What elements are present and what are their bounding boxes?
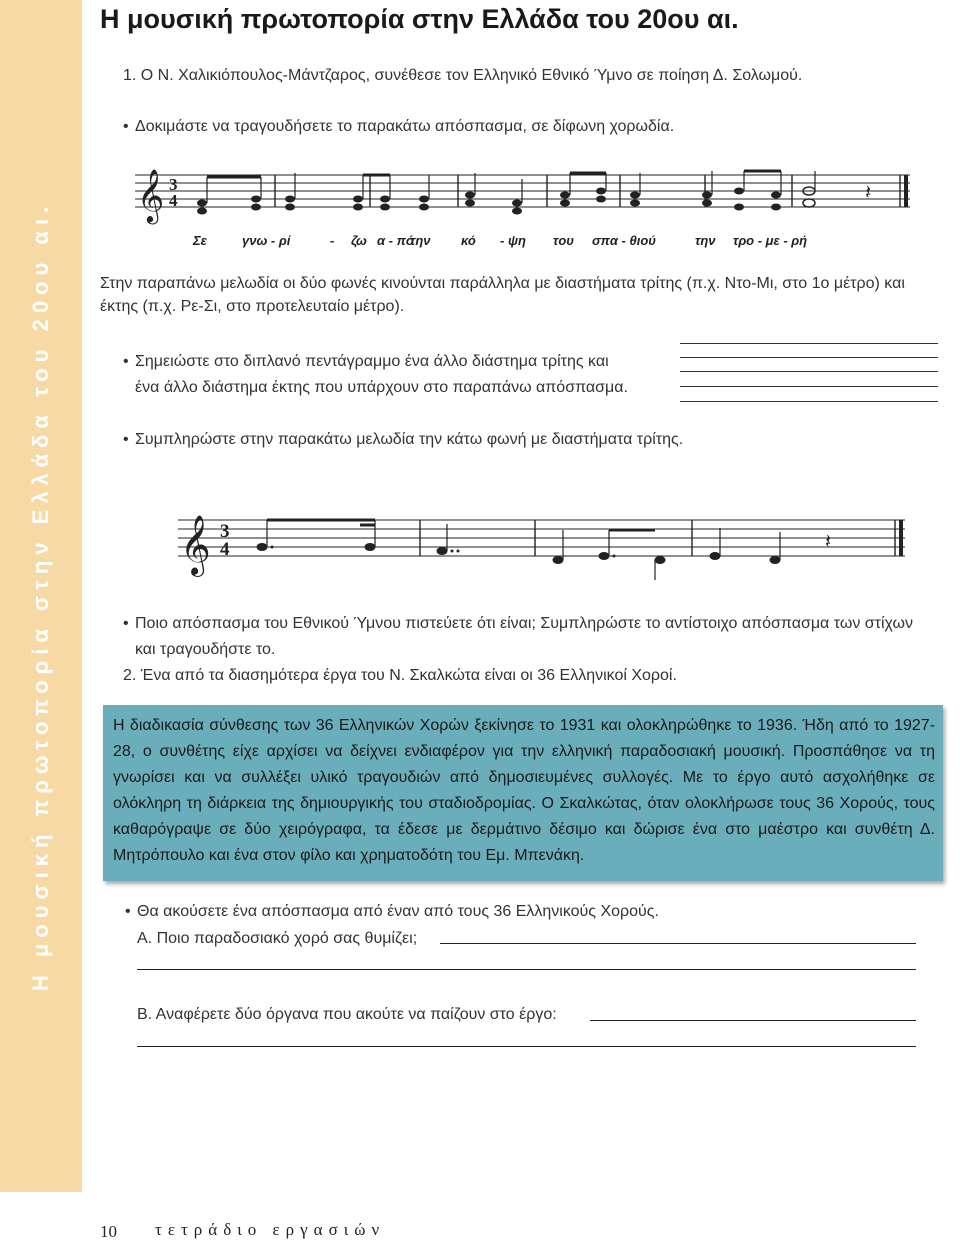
treble-clef-icon <box>180 515 211 577</box>
score-melody-upper-voice <box>170 500 910 580</box>
treble-clef-icon <box>137 168 164 224</box>
info-box-text: Η διαδικασία σύνθεσης των 36 Ελληνικών Χορών ξεκίνησε το 1931 και ολοκληρώθηκε το 1936. Ήδη από το 1927-28, ο συνθέτης είχε αρχίσει να δείχνει ενδιαφέρον για την ελληνική παραδοσιακή μουσική. Προσπάθησε να τη γνωρίσει και να συλλέξει υλικό τραγουδιών από δημοσιευμένες συλλογές. Με το έργο αυτό ασχολήθηκε σε ολόκληρη τη διάρκεια της δημιουργικής του σταδιοδρομίας. Ο Σκαλκώτας, όταν ολοκλήρωσε τους 36 Χορούς, τους καθαρόγραψε σε δύο χειρόγραφα, τα έδεσε με δερμάτινο δέσιμο και δώρισε ένα στο μαέστρο και συνθέτη Δ. Μητρόπουλο και ένα στον φίλο και χρηματοδότη του Εμ. Μπενάκη. <box>113 717 935 864</box>
answer-a-line-2[interactable] <box>137 969 916 970</box>
paragraph-intervals: Στην παραπάνω μελωδία οι δύο φωνές κινούνται παράλληλα με διαστήματα τρίτης (π.χ. Ντο-Μι, στο 1ο μέτρο) και έκτης (π.χ. Ρε-Σι, στο προτελευταίο μέτρο). <box>100 275 905 315</box>
sidebar-band <box>0 0 82 1192</box>
page-title: Η μουσική πρωτοπορία στην Ελλάδα του 20ου αι. <box>100 4 739 34</box>
lyric: σπα - θιού <box>592 233 656 248</box>
lyric: την <box>410 233 431 248</box>
answer-b-line-1[interactable] <box>590 1020 916 1021</box>
bullet-sing: • Δοκιμάστε να τραγουδήσετε το παρακάτω απόσπασμα, σε δίφωνη χορωδία. <box>135 115 674 138</box>
score-anthem-two-voices <box>125 165 915 260</box>
svg-text:𝄽: 𝄽 <box>865 180 872 204</box>
lyric: κό <box>461 233 476 248</box>
lyric: ζω <box>351 233 367 248</box>
rests <box>825 529 831 553</box>
answer-a-line-1[interactable] <box>440 943 916 944</box>
time-signature <box>169 175 178 210</box>
time-signature <box>220 521 230 560</box>
svg-text:3: 3 <box>220 521 230 542</box>
answer-b-line-2[interactable] <box>137 1046 916 1047</box>
svg-text:4: 4 <box>220 539 230 560</box>
score1-lyrics <box>192 233 807 248</box>
lyric: γνω - ρί <box>242 233 291 248</box>
svg-text:𝄽: 𝄽 <box>825 529 832 553</box>
bullet-note-line1: • Σημειώστε στο διπλανό πεντάγραμμο ένα άλλο διάστημα τρίτης και <box>135 350 609 373</box>
lyric: - ψη <box>500 233 526 248</box>
stems <box>207 171 815 203</box>
svg-text:4: 4 <box>169 191 178 210</box>
bullet-which-line1: • Ποιο απόσπασμα του Εθνικού Ύμνου πιστεύετε ότι είναι; Συμπληρώστε το αντίστοιχο απόσπασμα των στίχων <box>135 612 940 635</box>
question-b: Β. Αναφέρετε δύο όργανα που ακούτε να παίζουν στο έργο: <box>137 1006 557 1023</box>
lyric: - <box>330 233 335 248</box>
bullet-which-line2: και τραγουδήστε το. <box>135 641 276 658</box>
lyric: τρο - με - ρή <box>733 233 808 248</box>
bullet-note-line2: ένα άλλο διάστημα έκτης που υπάρχουν στο παραπάνω απόσπασμα. <box>135 379 628 396</box>
sidebar-title: Η μουσική πρωτοπορία στην Ελλάδα του 20ου αι. <box>28 200 53 992</box>
bullet-complete: • Συμπληρώστε στην παρακάτω μελωδία την κάτω φωνή με διαστήματα τρίτης. <box>135 428 683 451</box>
svg-text:𝄞: 𝄞 <box>180 515 211 575</box>
noteheads <box>257 543 781 564</box>
lyric: την <box>695 233 716 248</box>
lyric: α - πό <box>377 233 414 248</box>
rests <box>865 180 871 204</box>
beams <box>207 171 781 177</box>
lyric: Σε <box>193 233 207 248</box>
svg-text:𝄞: 𝄞 <box>137 168 165 222</box>
info-box <box>103 705 943 881</box>
item-1: 1. Ο Ν. Χαλικιόπουλος-Μάντζαρος, συνέθεσε τον Ελληνικό Εθνικό Ύμνο σε ποίηση Δ. Σολωμού. <box>123 67 803 84</box>
lyric: του <box>553 233 574 248</box>
question-a: Α. Ποιο παραδοσιακό χορό σας θυμίζει; <box>137 930 418 947</box>
svg-text:3: 3 <box>169 175 178 194</box>
book-title: τετράδιο εργασιών <box>155 1220 386 1239</box>
item-2: 2. Ένα από τα διασημότερα έργα του Ν. Σκαλκώτα είναι οι 36 Ελληνικοί Χοροί. <box>123 667 677 684</box>
bullet-listen: • Θα ακούσετε ένα απόσπασμα από έναν από τους 36 Ελληνικούς Χορούς. <box>137 900 659 923</box>
page-number: 10 <box>100 1222 117 1241</box>
